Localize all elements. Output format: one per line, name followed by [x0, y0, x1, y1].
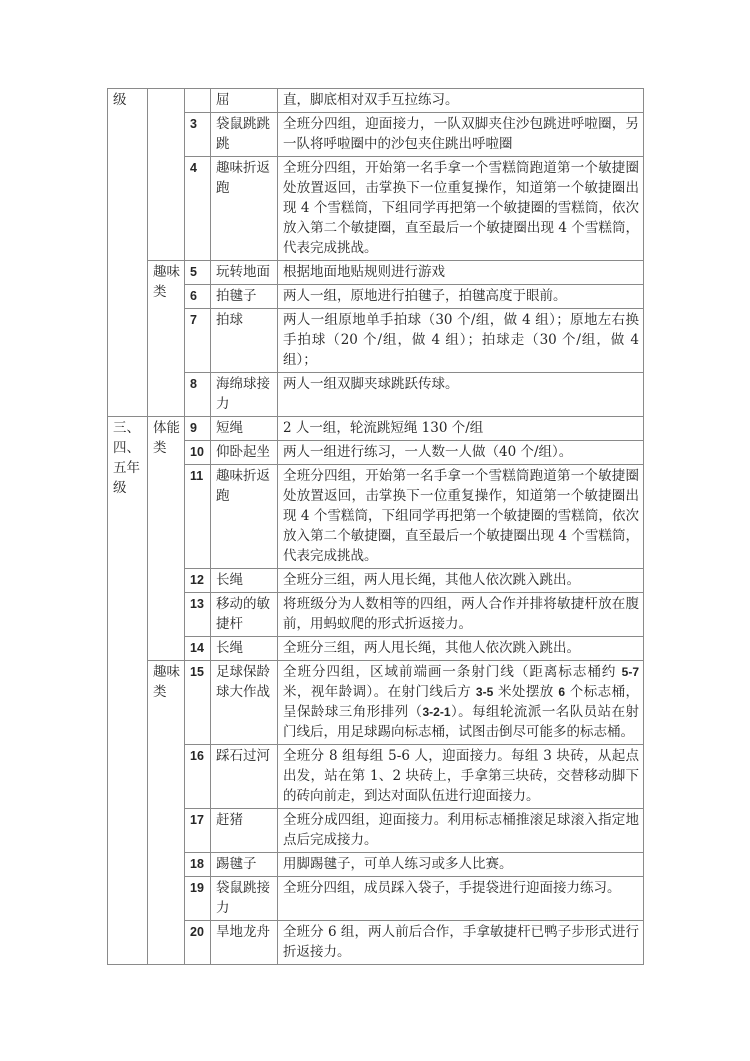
description-text: ）。每组轮流派一名队员站在射门线后，用足球踢向标志桶，试图击倒尽可能多的标志桶。 — [283, 704, 640, 740]
activity-description-cell: 全班分 8 组每组 5-6 人，迎面接力。每组 3 块砖，从起点出发，站在第 1、2 块砖上，手拿第三块砖，交替移动脚下的砖向前走，到达对面队伍进行迎面接力。 — [278, 745, 644, 809]
activity-name-cell: 袋鼠跳跳跳 — [211, 113, 278, 157]
activity-description-cell: 两人一组进行练习，一人数一人做（40 个/组）。 — [278, 441, 644, 465]
activities-table — [107, 88, 644, 965]
category-cell: 趣味类 — [148, 661, 185, 965]
description-text: 米处摆放 — [493, 684, 559, 700]
table-row — [108, 285, 644, 309]
table-row — [108, 441, 644, 465]
table-row — [108, 373, 644, 417]
bold-number: 5-7 — [621, 665, 639, 679]
activity-description-cell: 两人一组，原地进行拍毽子，拍毽高度于眼前。 — [278, 285, 644, 309]
activity-name-cell: 旱地龙舟 — [211, 921, 278, 965]
activity-name-cell: 踢毽子 — [211, 853, 278, 877]
grade-cell: 级 — [108, 89, 148, 417]
bold-number: 3-5 — [475, 685, 494, 699]
activity-name-cell: 袋鼠跳接力 — [211, 877, 278, 921]
grade-cell: 三、四、五年级 — [108, 417, 148, 965]
activity-description-cell: 全班分四组，开始第一名手拿一个雪糕筒跑道第一个敏捷圈处放置返回，击掌换下一位重复操作，知道第一个敏捷圈出现 4 个雪糕筒，下组同学再把第一个敏捷圈的雪糕筒，依次放入第二个敏捷圈，直至最后一个敏捷圈出现 4 个雪糕筒，代表完成挑战。 — [278, 157, 644, 261]
description-text: 全班分四组，区域前端画一条射门线（距离标志桶约 — [283, 664, 622, 680]
activity-name-cell: 踩石过河 — [211, 745, 278, 809]
activity-description-cell: 全班分 6 组，两人前后合作，手拿敏捷杆已鸭子步形式进行折返接力。 — [278, 921, 644, 965]
activity-description-cell: 全班分成四组，迎面接力。利用标志桶推滚足球滚入指定地点后完成接力。 — [278, 809, 644, 853]
activity-number-cell: 7 — [185, 309, 211, 373]
table-row — [108, 637, 644, 661]
table-row — [108, 877, 644, 921]
table-row — [108, 853, 644, 877]
activity-name-cell: 移动的敏捷杆 — [211, 593, 278, 637]
activity-name-cell: 赶猪 — [211, 809, 278, 853]
activity-name-cell: 短绳 — [211, 417, 278, 441]
activity-number-cell: 14 — [185, 637, 211, 661]
activity-description-cell: 将班级分为人数相等的四组，两人合作并排将敏捷杆放在腹前，用蚂蚁爬的形式折返接力。 — [278, 593, 644, 637]
activity-number-cell: 15 — [185, 661, 211, 745]
activity-number-cell: 13 — [185, 593, 211, 637]
activity-number-cell — [185, 89, 211, 113]
bold-number: 3-2-1 — [422, 705, 451, 719]
category-cell: 体能类 — [148, 417, 185, 661]
activity-name-cell: 海绵球接力 — [211, 373, 278, 417]
activity-description-cell: 根据地面地贴规则进行游戏 — [278, 261, 644, 285]
activity-description-cell: 全班分三组，两人甩长绳，其他人依次跳入跳出。 — [278, 637, 644, 661]
activity-number-cell: 17 — [185, 809, 211, 853]
table-row — [108, 465, 644, 569]
activity-description-cell: 两人一组双脚夹球跳跃传球。 — [278, 373, 644, 417]
activity-number-cell: 3 — [185, 113, 211, 157]
activity-name-cell: 仰卧起坐 — [211, 441, 278, 465]
description-text: 米，视年龄调）。在射门线后方 — [283, 684, 476, 700]
table-row — [108, 89, 644, 113]
table-row — [108, 593, 644, 637]
activity-description-cell — [278, 661, 644, 745]
activity-number-cell: 12 — [185, 569, 211, 593]
activity-number-cell: 9 — [185, 417, 211, 441]
activity-number-cell: 16 — [185, 745, 211, 809]
activity-description-cell: 用脚踢毽子，可单人练习或多人比赛。 — [278, 853, 644, 877]
table-row — [108, 157, 644, 261]
table-row — [108, 113, 644, 157]
activity-description-cell: 直，脚底相对双手互拉练习。 — [278, 89, 644, 113]
activity-number-cell: 10 — [185, 441, 211, 465]
table-row — [108, 745, 644, 809]
activity-name-cell: 趣味折返跑 — [211, 157, 278, 261]
activity-name-cell: 趣味折返跑 — [211, 465, 278, 569]
activity-name-cell: 屈 — [211, 89, 278, 113]
activity-number-cell: 4 — [185, 157, 211, 261]
bold-number: 6 — [558, 685, 566, 699]
activity-number-cell: 8 — [185, 373, 211, 417]
category-cell: 趣味类 — [148, 261, 185, 417]
activity-name-cell: 足球保龄球大作战 — [211, 661, 278, 745]
activity-number-cell: 6 — [185, 285, 211, 309]
table-row — [108, 261, 644, 285]
table-row — [108, 417, 644, 441]
activities-table-body — [108, 89, 644, 965]
activity-number-cell: 19 — [185, 877, 211, 921]
activity-name-cell: 拍球 — [211, 309, 278, 373]
activity-description-cell: 两人一组原地单手拍球（30 个/组，做 4 组）；原地左右换手拍球（20 个/组，做 4 组）；拍球走（30 个/组，做 4 组）； — [278, 309, 644, 373]
activity-description-cell: 全班分四组，迎面接力，一队双脚夹住沙包跳进呼啦圈，另一队将呼啦圈中的沙包夹住跳出呼啦圈 — [278, 113, 644, 157]
activity-name-cell: 拍毽子 — [211, 285, 278, 309]
description-text: 个标志桶，呈保龄球三角形排列（ — [283, 684, 639, 720]
table-row — [108, 569, 644, 593]
activity-description-cell: 全班分四组，成员踩入袋子，手提袋进行迎面接力练习。 — [278, 877, 644, 921]
table-row — [108, 921, 644, 965]
activity-name-cell: 长绳 — [211, 637, 278, 661]
activity-description-cell: 全班分四组，开始第一名手拿一个雪糕筒跑道第一个敏捷圈处放置返回，击掌换下一位重复操作，知道第一个敏捷圈出现 4 个雪糕筒，下组同学再把第一个敏捷圈的雪糕筒，依次放入第二个敏捷圈，直至最后一个敏捷圈出现 4 个雪糕筒，代表完成挑战。 — [278, 465, 644, 569]
table-row — [108, 809, 644, 853]
activity-name-cell: 长绳 — [211, 569, 278, 593]
activity-name-cell: 玩转地面 — [211, 261, 278, 285]
activity-number-cell: 5 — [185, 261, 211, 285]
activity-number-cell: 18 — [185, 853, 211, 877]
table-row — [108, 661, 644, 745]
activity-description-cell: 全班分三组，两人甩长绳，其他人依次跳入跳出。 — [278, 569, 644, 593]
table-row — [108, 309, 644, 373]
category-cell — [148, 89, 185, 261]
activity-description-cell: 2 人一组，轮流跳短绳 130 个/组 — [278, 417, 644, 441]
activity-number-cell: 20 — [185, 921, 211, 965]
activity-number-cell: 11 — [185, 465, 211, 569]
